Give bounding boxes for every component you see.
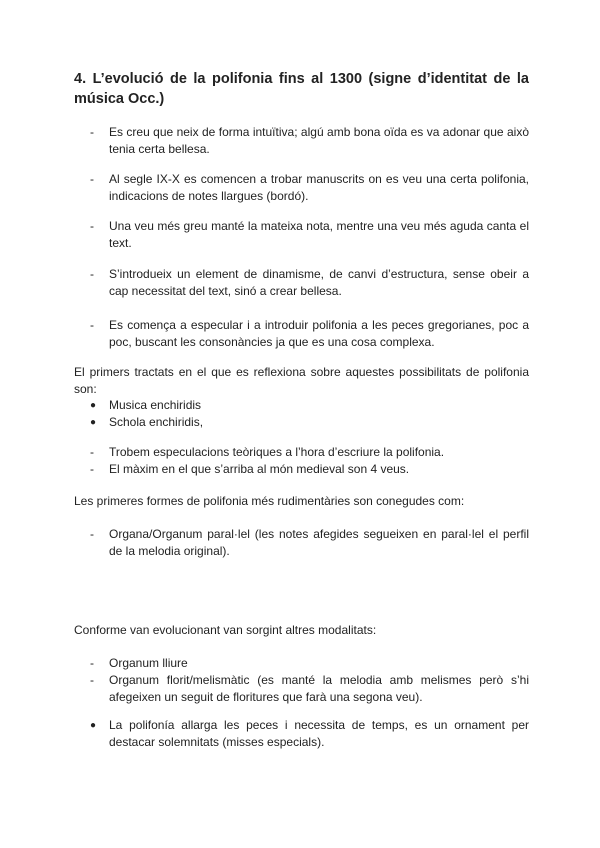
list-item bbox=[74, 655, 529, 672]
list-item-text: Una veu més greu manté la mateixa nota, mentre una veu més aguda canta el text. bbox=[109, 219, 529, 250]
list-item bbox=[74, 397, 529, 414]
dash-marker: - bbox=[90, 318, 94, 332]
list-item-text: Musica enchiridis bbox=[109, 398, 202, 412]
dash-marker: - bbox=[90, 172, 94, 186]
list-item bbox=[74, 218, 529, 252]
dash-marker: - bbox=[90, 267, 94, 281]
list-item-text: Es comença a especular i a introduir polifonia a les peces gregorianes, poc a poc, buscant les consonàncies ja que es una cosa complexa. bbox=[109, 318, 529, 349]
dash-marker: - bbox=[90, 219, 94, 233]
dash-marker: - bbox=[90, 673, 94, 687]
list-item bbox=[74, 124, 529, 158]
list-item-text: Organa/Organum paral·lel (les notes afegides segueixen en paral·lel el perfil de la melodia original). bbox=[109, 527, 529, 558]
list-item-text: Schola enchiridis, bbox=[109, 415, 204, 429]
bullet-marker: ● bbox=[90, 400, 97, 411]
list-item-text: S’introdueix un element de dinamisme, de canvi d’estructura, sense obeir a cap necessitat del text, sinó a crear bellesa. bbox=[109, 267, 529, 298]
list-item-text: El màxim en el que s’arriba al món medieval son 4 veus. bbox=[109, 462, 410, 476]
dash-marker: - bbox=[90, 527, 94, 541]
list-item bbox=[74, 461, 529, 478]
list-item-text: Organum florit/melismàtic (es manté la melodia amb melismes però s’hi afegeixen un seguit de floritures que farà una segona veu). bbox=[109, 673, 529, 704]
list-item bbox=[74, 317, 529, 351]
list-item-text: Al segle IX-X es comencen a trobar manuscrits on es veu una certa polifonia, indicacions de notes llargues (bordó). bbox=[109, 172, 529, 203]
list-item-text: Trobem especulacions teòriques a l’hora d’escriure la polifonia. bbox=[109, 445, 445, 459]
dash-marker: - bbox=[90, 445, 94, 459]
list-item bbox=[74, 266, 529, 300]
list-item bbox=[74, 444, 529, 461]
list-item bbox=[74, 672, 529, 706]
paragraph-modalities: Conforme van evolucionant van sorgint altres modalitats: bbox=[74, 623, 377, 637]
dash-marker: - bbox=[90, 656, 94, 670]
list-item-text: Organum lliure bbox=[109, 656, 188, 670]
list-item-text: La polifonía allarga les peces i necessita de temps, es un ornament per destacar solemnitats (misses especials). bbox=[109, 718, 529, 749]
list-item bbox=[74, 171, 529, 205]
bullet-marker: ● bbox=[90, 720, 97, 731]
list-item-text: Es creu que neix de forma intuïtiva; algú amb bona oïda es va adonar que això tenia certa bellesa. bbox=[109, 125, 529, 156]
dash-marker: - bbox=[90, 462, 94, 476]
list-item bbox=[74, 526, 529, 560]
paragraph-treatises: El primers tractats en el que es reflexiona sobre aquestes possibilitats de polifonia son: bbox=[74, 365, 529, 396]
list-item bbox=[74, 414, 529, 431]
paragraph-forms: Les primeres formes de polifonia més rudimentàries son conegudes com: bbox=[74, 494, 465, 508]
bullet-marker: ● bbox=[90, 417, 97, 428]
list-item bbox=[74, 717, 529, 751]
dash-marker: - bbox=[90, 125, 94, 139]
section-heading: 4. L’evolució de la polifonia fins al 1300 (signe d’identitat de la música Occ.) bbox=[74, 71, 529, 107]
